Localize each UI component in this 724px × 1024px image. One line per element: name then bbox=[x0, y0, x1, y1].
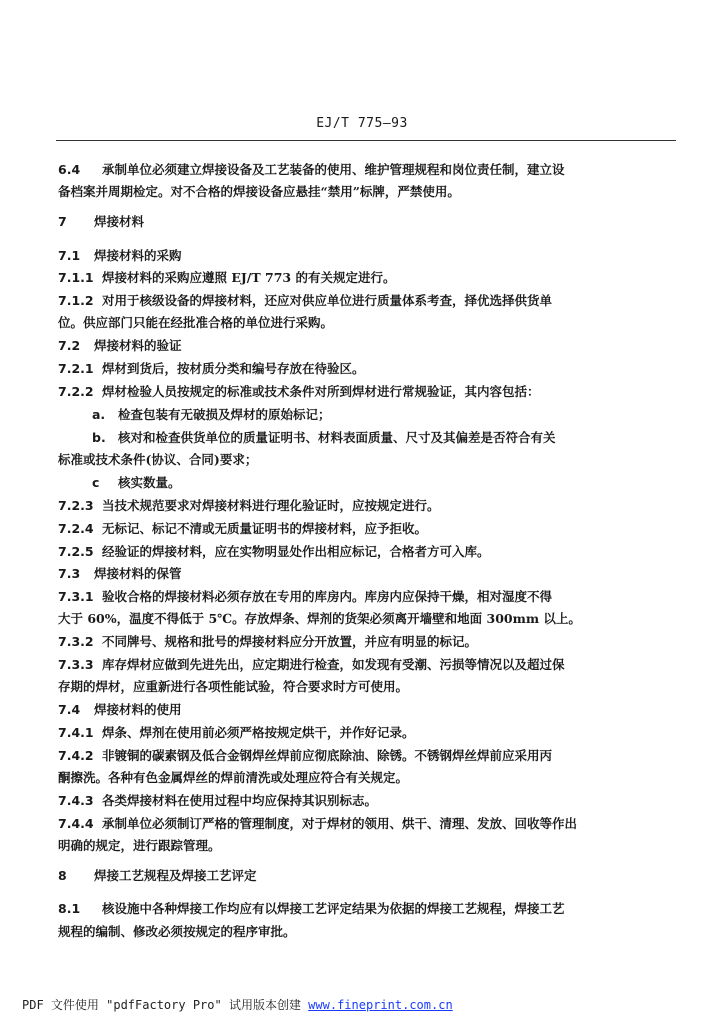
clause-text: 无标记、标记不清或无质量证明书的焊接材料，应予拒收。 bbox=[102, 521, 428, 536]
clause-text: 验收合格的焊接材料必须存放在专用的库房内。库房内应保持干燥，相对湿度不得 bbox=[102, 589, 553, 604]
header-divider bbox=[56, 140, 676, 141]
section-title: 焊接材料 bbox=[94, 214, 145, 229]
clause-6-4-cont bbox=[58, 184, 678, 200]
section-7-3-heading bbox=[58, 566, 678, 582]
clause-text: 当技术规范要求对焊接材料进行理化验证时，应按规定进行。 bbox=[102, 498, 440, 513]
clause-7-4-4-cont bbox=[58, 838, 678, 854]
clause-text: 不同牌号、规格和批号的焊接材料应分开放置，并应有明显的标记。 bbox=[102, 634, 478, 649]
clause-7-4-2-cont bbox=[58, 770, 678, 786]
clause-7-4-2 bbox=[58, 748, 678, 764]
clause-number: 7.2.2 bbox=[58, 384, 94, 399]
clause-number: 7.2.1 bbox=[58, 361, 94, 376]
list-item-a bbox=[92, 407, 712, 423]
clause-number: 7.4.2 bbox=[58, 748, 94, 763]
clause-text: 各类焊接材料在使用过程中均应保持其识别标志。 bbox=[102, 793, 378, 808]
list-item-b bbox=[92, 430, 712, 446]
standard-code-header: EJ/T 775—93 bbox=[316, 116, 408, 131]
section-8-heading bbox=[58, 868, 678, 884]
section-title: 焊接工艺规程及焊接工艺评定 bbox=[94, 868, 257, 883]
clause-text: 位。供应部门只能在经批准合格的单位进行采购。 bbox=[58, 315, 334, 330]
list-item-c bbox=[92, 475, 712, 491]
pdf-watermark-footer bbox=[22, 996, 453, 1013]
list-marker: c bbox=[92, 475, 100, 490]
clause-7-2-3 bbox=[58, 498, 678, 514]
clause-text: 焊材检验人员按规定的标准或技术条件对所到焊材进行常规验证，其内容包括： bbox=[102, 384, 540, 399]
section-7-1-heading bbox=[58, 248, 678, 264]
clause-text: 核设施中各种焊接工作均应有以焊接工艺评定结果为依据的焊接工艺规程，焊接工艺 bbox=[102, 901, 565, 916]
clause-number: 7.4.4 bbox=[58, 816, 94, 831]
section-7-heading bbox=[58, 214, 678, 230]
clause-6-4 bbox=[58, 162, 678, 178]
clause-text: 非镀铜的碳素钢及低合金钢焊丝焊前应彻底除油、除锈。不锈钢焊丝焊前应采用丙 bbox=[102, 748, 553, 763]
list-text: 标准或技术条件(协议、合同)要求； bbox=[58, 452, 258, 467]
clause-text: 大于 60%，温度不得低于 5℃。存放焊条、焊剂的货架必须离开墙壁和地面 300mm 以上。 bbox=[58, 611, 581, 626]
clause-7-1-1 bbox=[58, 270, 678, 286]
clause-7-1-2-cont bbox=[58, 315, 678, 331]
clause-number: 7.3.1 bbox=[58, 589, 94, 604]
clause-7-3-1 bbox=[58, 589, 678, 605]
clause-7-4-4 bbox=[58, 816, 678, 832]
section-7-2-heading bbox=[58, 338, 678, 354]
section-number: 7.4 bbox=[58, 702, 81, 717]
clause-number: 7.2.4 bbox=[58, 521, 94, 536]
section-title: 焊接材料的采购 bbox=[94, 248, 182, 263]
clause-number: 7.1.1 bbox=[58, 270, 94, 285]
clause-number: 8.1 bbox=[58, 901, 81, 916]
clause-number: 7.2.3 bbox=[58, 498, 94, 513]
clause-text: 焊接材料的采购应遵照 EJ/T 773 的有关规定进行。 bbox=[102, 270, 396, 285]
section-number: 7 bbox=[58, 214, 67, 229]
clause-8-1 bbox=[58, 901, 678, 917]
clause-text: 焊材到货后，按材质分类和编号存放在待验区。 bbox=[102, 361, 365, 376]
section-title: 焊接材料的保管 bbox=[94, 566, 182, 581]
clause-7-2-1 bbox=[58, 361, 678, 377]
clause-text: 对用于核级设备的焊接材料，还应对供应单位进行质量体系考查，择优选择供货单 bbox=[102, 293, 553, 308]
clause-7-1-2 bbox=[58, 293, 678, 309]
fineprint-link[interactable]: www.fineprint.com.cn bbox=[308, 998, 453, 1012]
clause-7-2-2 bbox=[58, 384, 678, 400]
clause-number: 7.4.1 bbox=[58, 725, 94, 740]
clause-text: 规程的编制、修改必须按规定的程序审批。 bbox=[58, 924, 296, 939]
clause-7-4-3 bbox=[58, 793, 678, 809]
section-number: 7.1 bbox=[58, 248, 81, 263]
clause-number: 7.4.3 bbox=[58, 793, 94, 808]
clause-text: 库存焊材应做到先进先出，应定期进行检查，如发现有受潮、污损等情况以及超过保 bbox=[102, 657, 565, 672]
clause-7-3-2 bbox=[58, 634, 678, 650]
clause-number: 7.3.3 bbox=[58, 657, 94, 672]
clause-text: 备档案并周期检定。对不合格的焊接设备应悬挂“禁用”标牌，严禁使用。 bbox=[58, 184, 460, 199]
clause-text: 明确的规定，进行跟踪管理。 bbox=[58, 838, 221, 853]
clause-8-1-cont bbox=[58, 924, 678, 940]
clause-text: 经验证的焊接材料，应在实物明显处作出相应标记，合格者方可入库。 bbox=[102, 544, 490, 559]
clause-7-3-3-cont bbox=[58, 679, 678, 695]
clause-text: 存期的焊材，应重新进行各项性能试验，符合要求时方可使用。 bbox=[58, 679, 409, 694]
list-text: 检查包装有无破损及焊材的原始标记； bbox=[118, 407, 331, 422]
section-number: 7.3 bbox=[58, 566, 81, 581]
list-text: 核对和检查供货单位的质量证明书、材料表面质量、尺寸及其偏差是否符合有关 bbox=[118, 430, 556, 445]
section-number: 7.2 bbox=[58, 338, 81, 353]
clause-number: 7.3.2 bbox=[58, 634, 94, 649]
clause-number: 7.1.2 bbox=[58, 293, 94, 308]
clause-7-3-3 bbox=[58, 657, 678, 673]
clause-text: 酮擦洗。各种有色金属焊丝的焊前清洗或处理应符合有关规定。 bbox=[58, 770, 409, 785]
clause-text: 承制单位必须制订严格的管理制度，对于焊材的领用、烘干、清理、发放、回收等作出 bbox=[102, 816, 578, 831]
list-text: 核实数量。 bbox=[118, 475, 181, 490]
clause-text: 焊条、焊剂在使用前必须严格按规定烘干，并作好记录。 bbox=[102, 725, 415, 740]
clause-7-3-1-cont bbox=[58, 611, 678, 627]
list-item-b-cont bbox=[58, 452, 678, 468]
clause-text: 承制单位必须建立焊接设备及工艺装备的使用、维护管理规程和岗位责任制，建立设 bbox=[102, 162, 565, 177]
section-7-4-heading bbox=[58, 702, 678, 718]
list-marker: a. bbox=[92, 407, 106, 422]
footer-text: PDF 文件使用 "pdfFactory Pro" 试用版本创建 bbox=[22, 998, 309, 1012]
clause-number: 6.4 bbox=[58, 162, 81, 177]
section-number: 8 bbox=[58, 868, 67, 883]
clause-number: 7.2.5 bbox=[58, 544, 94, 559]
section-title: 焊接材料的使用 bbox=[94, 702, 182, 717]
clause-7-4-1 bbox=[58, 725, 678, 741]
clause-7-2-5 bbox=[58, 544, 678, 560]
section-title: 焊接材料的验证 bbox=[94, 338, 182, 353]
clause-7-2-4 bbox=[58, 521, 678, 537]
list-marker: b. bbox=[92, 430, 106, 445]
